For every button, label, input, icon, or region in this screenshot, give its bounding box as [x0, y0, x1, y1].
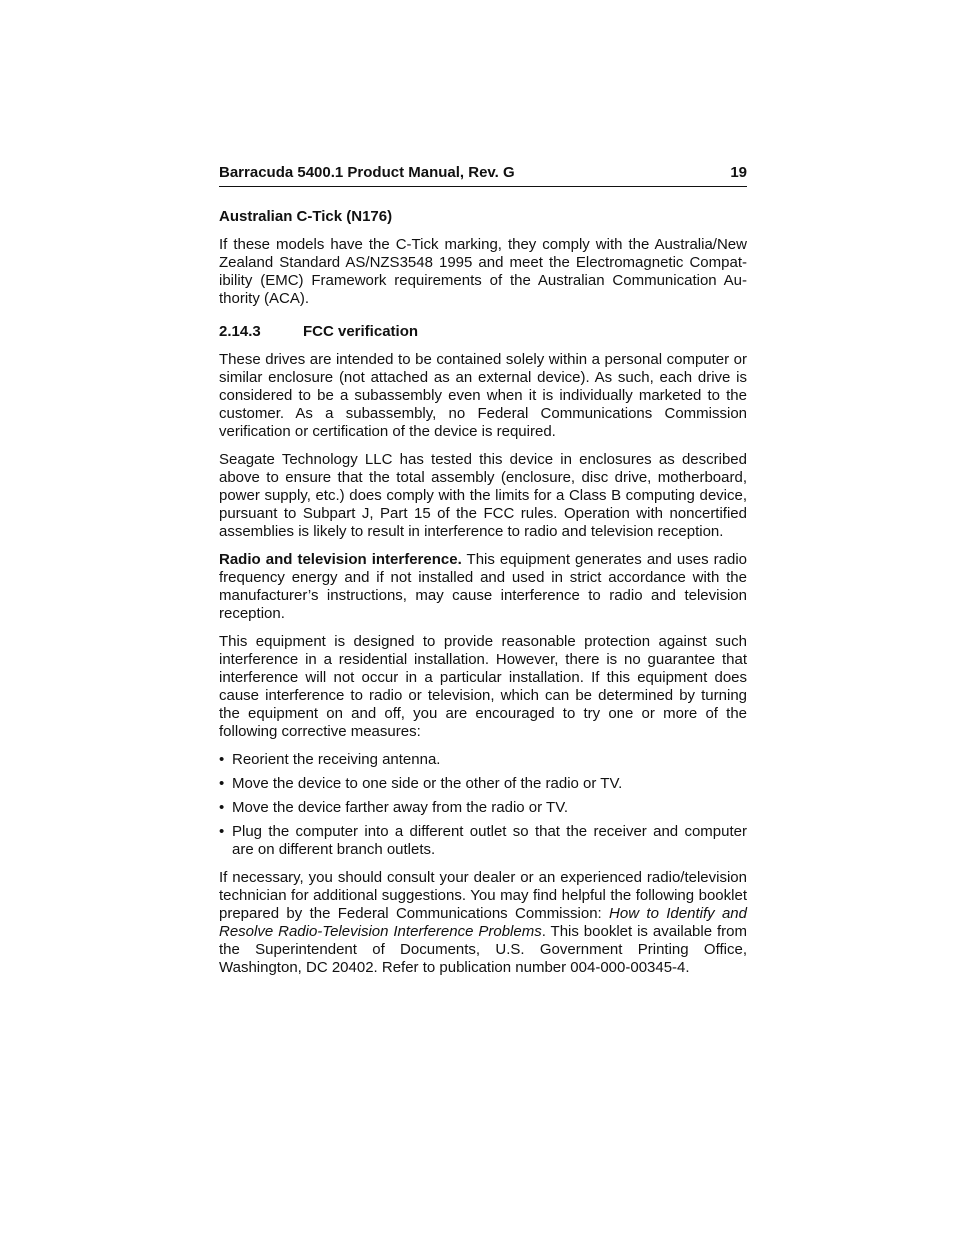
corrective-measures-list [219, 751, 747, 859]
interference-lead: Radio and television interference. [219, 551, 462, 568]
fcc-paragraph-1: These drives are intended to be contained solely within a personal computer or similar enclosure (not attached as an external device). As such, each drive is considered to be a subassembly even when it is individually marketed to the customer. As a subassembly, no Federal Communications Commission verification or certification of the device is required. [219, 351, 747, 440]
list-item [219, 775, 747, 793]
page-number: 19 [730, 164, 747, 181]
fcc-paragraph-5 [219, 869, 747, 977]
list-item-text: Move the device farther away from the radio or TV. [232, 799, 568, 816]
header-title: Barracuda 5400.1 Product Manual, Rev. G [219, 164, 515, 181]
section-title: FCC verification [303, 323, 419, 340]
fcc-section-heading [219, 323, 747, 341]
fcc-paragraph-3 [219, 551, 747, 623]
list-item [219, 823, 747, 859]
bullet-icon: • [219, 823, 225, 840]
list-item-text: Plug the computer into a different outlet so that the receiver and computer are on different branch outlets. [232, 823, 747, 858]
running-header [219, 164, 747, 187]
bullet-icon: • [219, 775, 225, 792]
booklet-text-before: If necessary, you should consult your dealer or an experienced radio/television technician for additional suggestions. You may find helpful the following booklet prepared by the Federal Communications Commission: [219, 869, 747, 922]
booklet-title: How to Identify and Resolve Radio-Television Interference Problems [219, 905, 747, 940]
bullet-icon: • [219, 799, 225, 816]
section-number: 2.14.3 [219, 323, 261, 340]
list-item [219, 751, 747, 769]
bullet-icon: • [219, 751, 225, 768]
list-item [219, 799, 747, 817]
list-item-text: Move the device to one side or the other of the radio or TV. [232, 775, 623, 792]
ctick-heading: Australian C-Tick (N176) [219, 208, 393, 225]
interference-body: This equipment generates and uses radio frequency energy and if not installed and used in strict accordance with the manufacturer’s instructions, may cause interference to radio and television reception. [219, 551, 747, 622]
fcc-paragraph-4: This equipment is designed to provide reasonable protection against such interference in a residential installation. However, there is no guarantee that interference will not occur in a particular installation. If this equipment does cause interference to radio or television, which can be determined by turning the equipment on and off, you are encouraged to try one or more of the following corrective measures: [219, 633, 747, 740]
fcc-paragraph-2: Seagate Technology LLC has tested this device in enclosures as described above to ensure that the total assembly (enclosure, disc drive, motherboard, power supply, etc.) does comply with the limits for a Class B computing device, pursuant to Subpart J, Part 15 of the FCC rules. Operation with noncertified assemblies is likely to result in interference to radio and television reception. [219, 451, 747, 540]
ctick-paragraph: If these models have the C-Tick marking, they comply with the Australia/New Zealand Standard AS/NZS3548 1995 and meet the Electromagnetic Compatibility (EMC) Framework requirements of the Australian Communication Authority (ACA). [219, 236, 747, 307]
manual-page [219, 164, 747, 987]
booklet-text-after: . This booklet is available from the Superintendent of Documents, U.S. Government Printing Office, Washington, DC 20402. Refer to publication number 004-000-00345-4. [219, 923, 747, 976]
list-item-text: Reorient the receiving antenna. [232, 751, 441, 768]
